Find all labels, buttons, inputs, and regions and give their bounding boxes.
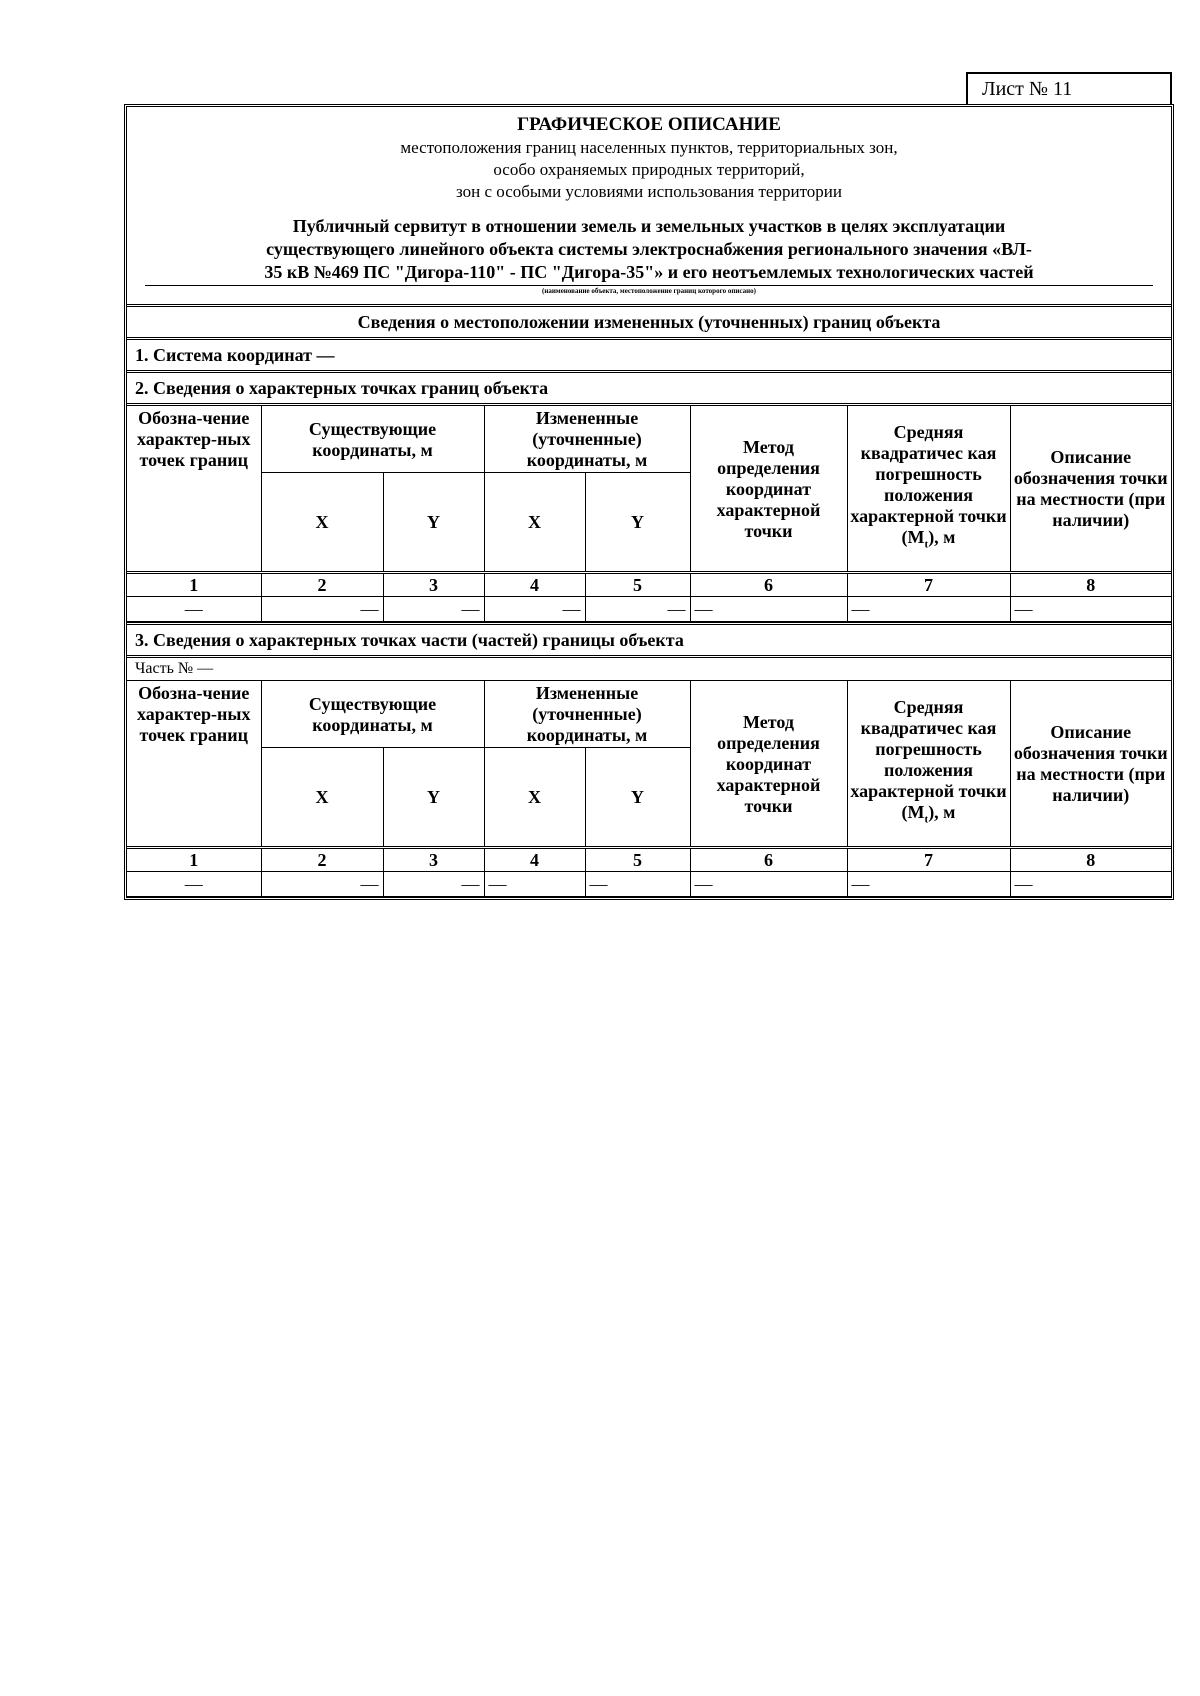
column-number: 6 [690, 573, 847, 597]
object-line-3: 35 кВ №469 ПС "Дигора-110" - ПС "Дигора-35"» и его неотъемлемых технологических частей [264, 262, 1034, 282]
header-point-designation: Обозна-чение характер-ных точек границ [127, 406, 261, 573]
points-table [127, 406, 1171, 622]
table-cell: — [261, 597, 383, 622]
header-error: Средняя квадратичес кая погрешность положения характерной точки $(M_t)$, м [847, 406, 1010, 573]
column-number: 1 [127, 573, 261, 597]
table-cell: — [127, 872, 261, 897]
table-cell: — [127, 597, 261, 622]
table-row [127, 597, 1171, 622]
column-number-row [127, 848, 1171, 872]
column-number: 2 [261, 848, 383, 872]
table-cell: — [261, 872, 383, 897]
table-cell: — [484, 597, 585, 622]
points-table-wrapper [127, 406, 1171, 625]
header-description: Описание обозначения точки на местности (при наличии) [1010, 406, 1171, 573]
header-existing-coords: Существующие координаты, м [261, 681, 484, 748]
section-1-heading: 1. Система координат — [127, 340, 1171, 373]
column-number-row [127, 573, 1171, 597]
section-main-heading: Сведения о местоположении измененных (уточненных) границ объекта [127, 307, 1171, 340]
header-method: Метод определения координат характерной точки [690, 406, 847, 573]
header-changed-x: X [484, 748, 585, 848]
header-changed-x: X [484, 473, 585, 573]
document-title: ГРАФИЧЕСКОЕ ОПИСАНИЕ [517, 114, 781, 135]
column-number: 7 [847, 573, 1010, 597]
column-number: 3 [383, 848, 484, 872]
subtitle-line-3: зон с особыми условиями использования территории [456, 182, 842, 201]
section-3-heading: 3. Сведения о характерных точках части (частей) границы объекта [127, 625, 1171, 658]
column-number: 5 [585, 848, 690, 872]
object-line-1: Публичный сервитут в отношении земель и земельных участков в целях эксплуатации [292, 216, 1006, 236]
table-cell: — [383, 597, 484, 622]
table-row [127, 872, 1171, 897]
column-number: 5 [585, 573, 690, 597]
object-caption: (наименование объекта, местоположение границ которого описано) [542, 287, 756, 295]
table-cell: — [1010, 872, 1171, 897]
table-cell: — [847, 597, 1010, 622]
header-changed-coords: Измененные (уточненные) координаты, м [484, 681, 690, 748]
sheet-number: Лист № 11 [966, 72, 1172, 104]
column-number: 8 [1010, 848, 1171, 872]
header-existing-y: Y [383, 748, 484, 848]
column-number: 8 [1010, 573, 1171, 597]
column-number: 4 [484, 848, 585, 872]
table-cell: — [690, 597, 847, 622]
object-line-2: существующего линейного объекта системы электроснабжения регионального значения «ВЛ- [266, 239, 1032, 259]
section-2-heading: 2. Сведения о характерных точках границ объекта [127, 373, 1171, 406]
header-error: Средняя квадратичес кая погрешность положения характерной точки $(M_t)$, м [847, 681, 1010, 848]
header-existing-x: X [261, 748, 383, 848]
column-number: 4 [484, 573, 585, 597]
table-cell: — [383, 872, 484, 897]
table-cell: — [1010, 597, 1171, 622]
header-changed-y: Y [585, 748, 690, 848]
column-number: 6 [690, 848, 847, 872]
table-cell: — [847, 872, 1010, 897]
column-number: 3 [383, 573, 484, 597]
table-cell: — [484, 872, 585, 897]
table-cell: — [690, 872, 847, 897]
table-cell: — [585, 872, 690, 897]
part-points-table [127, 681, 1171, 897]
table-cell: — [585, 597, 690, 622]
column-number: 7 [847, 848, 1010, 872]
subtitle-line-2: особо охраняемых природных территорий, [493, 160, 805, 179]
column-number: 2 [261, 573, 383, 597]
object-name [145, 215, 1153, 286]
subtitle-line-1: местоположения границ населенных пунктов, территориальных зон, [400, 138, 898, 157]
document-header [127, 107, 1171, 307]
header-existing-x: X [261, 473, 383, 573]
column-number: 1 [127, 848, 261, 872]
header-changed-coords: Измененные (уточненные) координаты, м [484, 406, 690, 473]
header-description: Описание обозначения точки на местности (при наличии) [1010, 681, 1171, 848]
header-changed-y: Y [585, 473, 690, 573]
header-method: Метод определения координат характерной точки [690, 681, 847, 848]
header-existing-coords: Существующие координаты, м [261, 406, 484, 473]
document-frame [124, 104, 1174, 900]
header-point-designation: Обозна-чение характер-ных точек границ [127, 681, 261, 848]
part-label: Часть № — [127, 658, 1171, 681]
header-existing-y: Y [383, 473, 484, 573]
